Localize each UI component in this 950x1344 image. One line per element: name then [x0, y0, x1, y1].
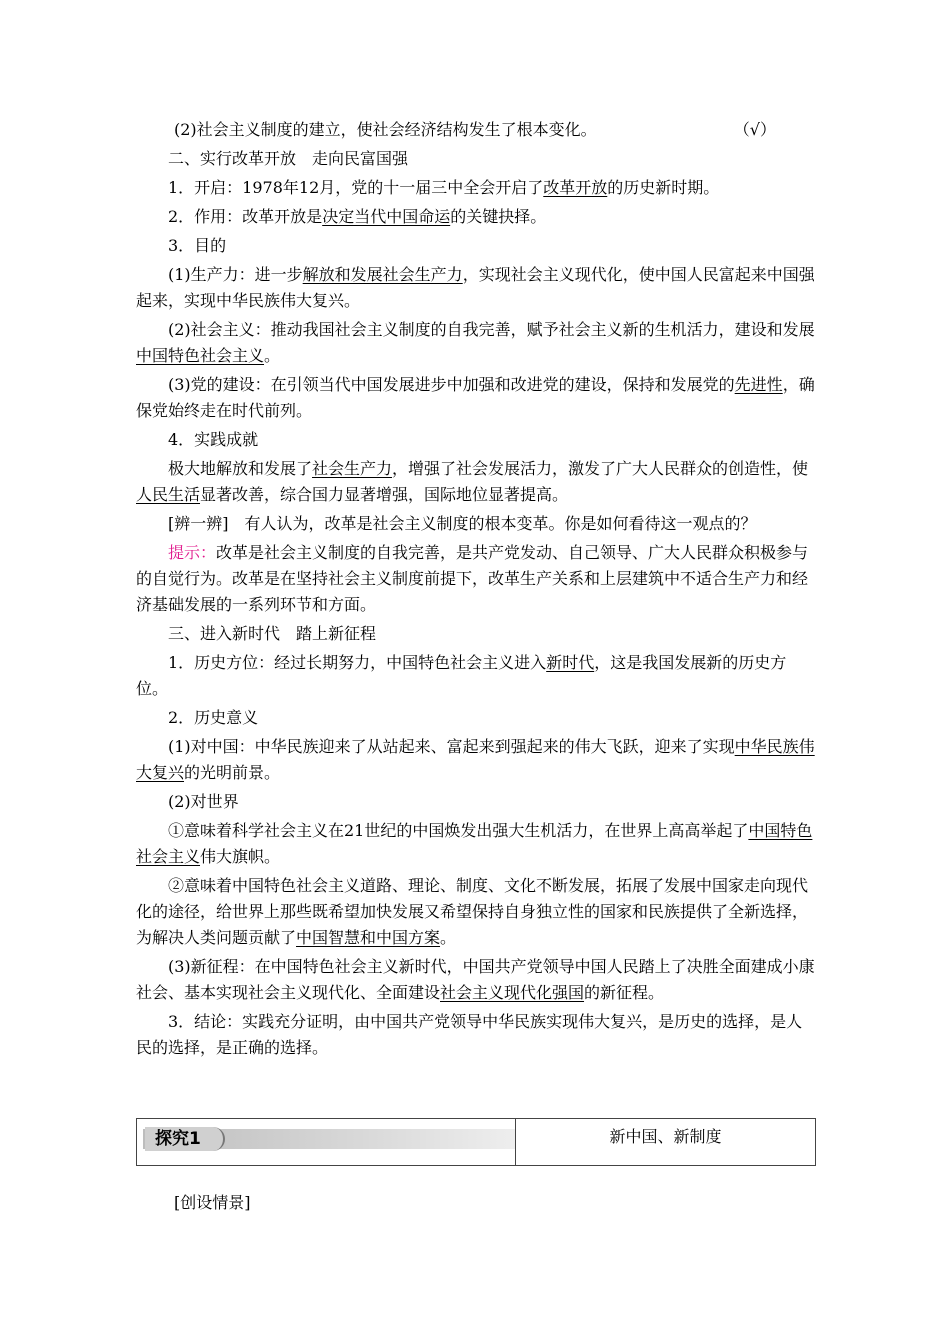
paragraph: (3)党的建设：在引领当代中国发展进步中加强和改进党的建设，保持和发展党的先进性，确保党始终走在时代前列。 — [136, 375, 815, 420]
inquiry-banner — [136, 1118, 816, 1166]
inquiry-tag: 探究1 — [145, 1127, 225, 1151]
paragraph: (2)社会主义：推动我国社会主义制度的自我完善，赋予社会主义新的生机活力，建设和发展中国特色社会主义。 — [136, 320, 815, 365]
paragraph: (3)新征程：在中国特色社会主义新时代，中国共产党领导中国人民踏上了决胜全面建成小康社会、基本实现社会主义现代化、全面建设社会主义现代化强国的新征程。 — [136, 957, 815, 1002]
paragraph: ①意味着科学社会主义在21世纪的中国焕发出强大生机活力，在世界上高高举起了中国特色社会主义伟大旗帜。 — [136, 821, 813, 866]
discussion-question: [辨一辨] 有人认为，改革是社会主义制度的根本变革。你是如何看待这一观点的？ — [168, 514, 757, 533]
list-item: 4．实践成就 — [168, 430, 259, 449]
paragraph: 3．结论：实践充分证明，由中国共产党领导中华民族实现伟大复兴，是历史的选择，是人民的选择，是正确的选择。 — [136, 1012, 803, 1057]
paragraph: 极大地解放和发展了社会生产力，增强了社会发展活力，激发了广大人民群众的创造性，使人民生活显著改善，综合国力显著增强，国际地位显著提高。 — [136, 459, 809, 504]
section-heading: 三、进入新时代 踏上新征程 — [168, 624, 377, 643]
list-item: 1．历史方位：经过长期努力，中国特色社会主义进入新时代，这是我国发展新的历史方位。 — [136, 653, 787, 698]
list-item: 2．历史意义 — [168, 708, 259, 727]
list-item: 2．作用：改革开放是决定当代中国命运的关键抉择。 — [168, 207, 547, 226]
paragraph: (2)对世界 — [168, 792, 239, 811]
document-body — [136, 117, 816, 1061]
correct-mark: （√） — [733, 120, 776, 139]
section-heading: 二、实行改革开放 走向民富国强 — [168, 149, 409, 168]
paragraph: (1)生产力：进一步解放和发展社会生产力，实现社会主义现代化，使中国人民富起来中国强起来，实现中华民族伟大复兴。 — [136, 265, 815, 310]
hint-paragraph: 提示：改革是社会主义制度的自我完善，是共产党发动、自己领导、广大人民群众积极参与的自觉行为。改革是在坚持社会主义制度前提下，改革生产关系和上层建筑中不适合生产力和经济基础发展的一系列环节和方面。 — [136, 543, 809, 614]
inquiry-tag-area — [137, 1119, 516, 1165]
paragraph: (1)对中国：中华民族迎来了从站起来、富起来到强起来的伟大飞跃，迎来了实现中华民族伟大复兴的光明前景。 — [136, 737, 815, 782]
list-item: 3．目的 — [168, 236, 227, 255]
statement-item — [136, 117, 816, 143]
statement-text: (2)社会主义制度的建立，使社会经济结构发生了根本变化。 — [174, 120, 597, 139]
scene-heading: [创设情景] — [174, 1193, 251, 1212]
inquiry-title: 新中国、新制度 — [609, 1127, 722, 1146]
list-item: 1．开启：1978年12月，党的十一届三中全会开启了改革开放的历史新时期。 — [168, 178, 720, 197]
hint-label: 提示： — [168, 543, 217, 562]
paragraph: ②意味着中国特色社会主义道路、理论、制度、文化不断发展，拓展了发展中国家走向现代化的途径，给世界上那些既希望加快发展又希望保持自身独立性的国家和民族提供了全新选择，为解决人类问题贡献了中国智慧和中国方案。 — [136, 876, 809, 947]
